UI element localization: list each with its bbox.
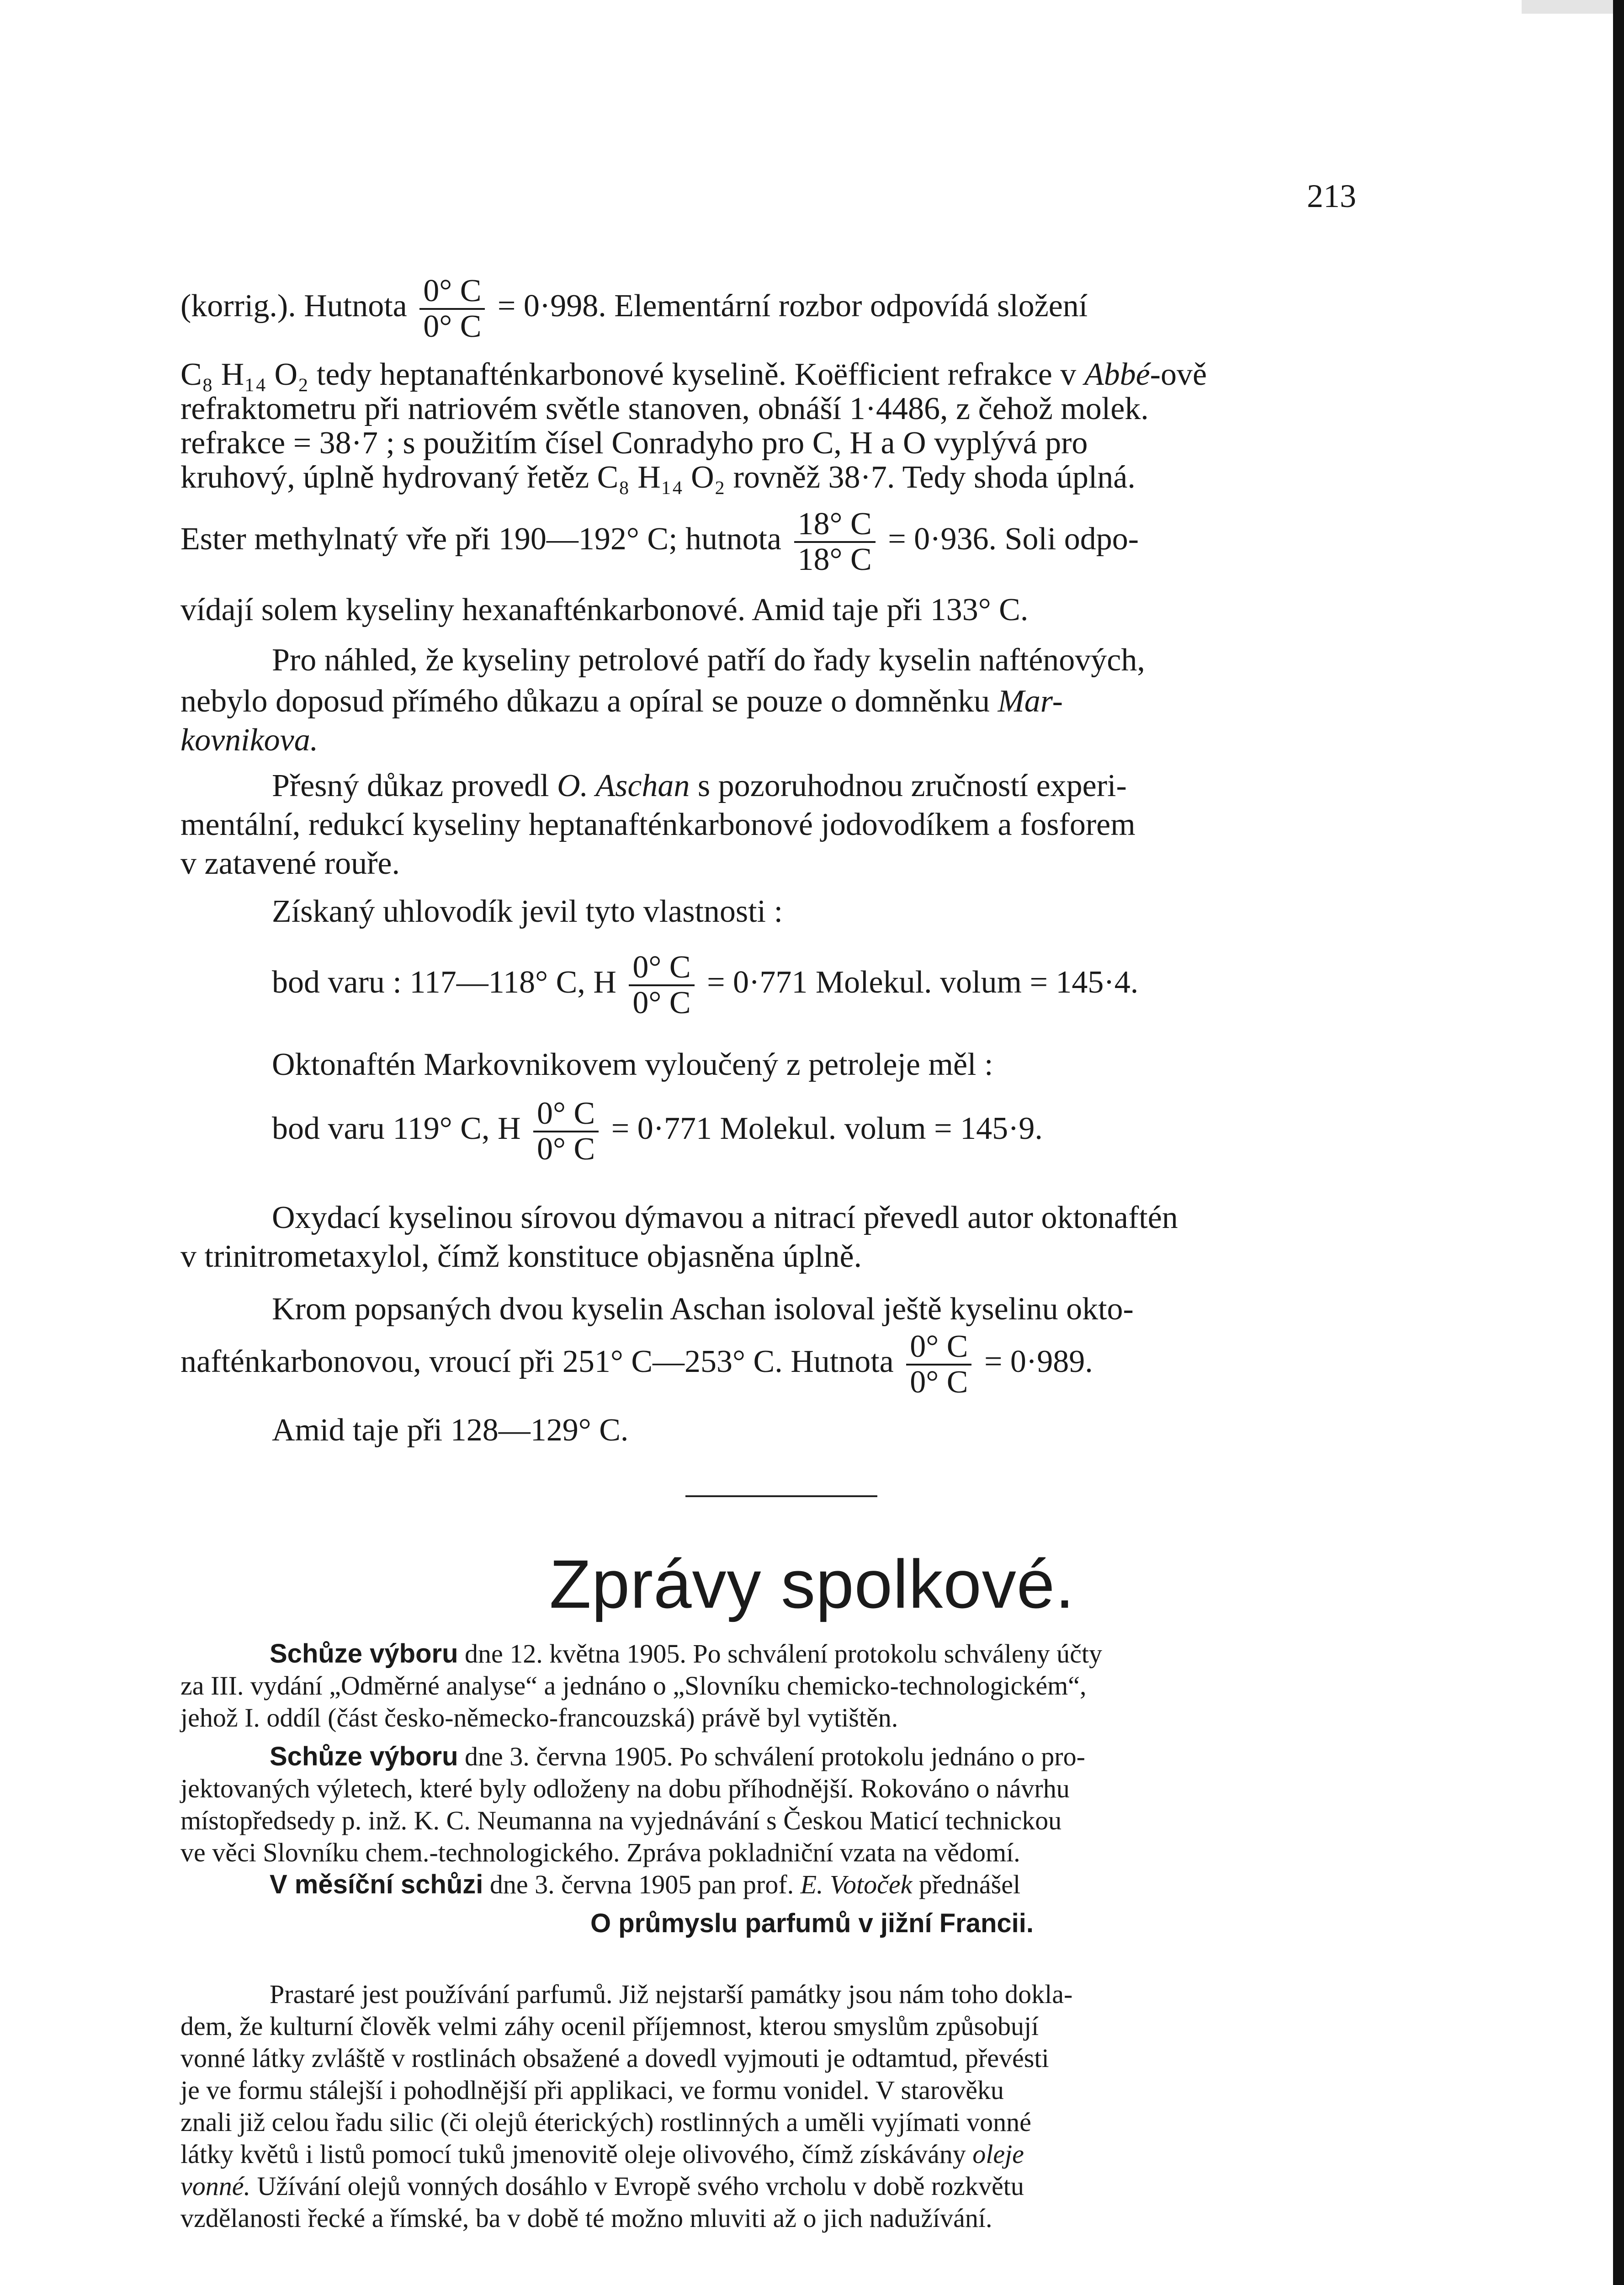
text-fragment: = 0·998. Elementární rozbor odpovídá složení (497, 288, 1088, 324)
page-number: 213 (1307, 178, 1356, 214)
text-fragment: = 0·771 Molekul. volum = 145·4. (707, 965, 1139, 1000)
text-line-3: refraktometru při natriovém světle stanoven, obnáší 1·4486, z čehož molek. (180, 391, 1149, 426)
fraction-0c (906, 1330, 971, 1399)
fraction-0c (419, 274, 485, 344)
text-fragment: = 0·989. (984, 1344, 1093, 1380)
fraction-18c (794, 507, 876, 577)
text-fragment: = 0·771 Molekul. volum = 145·9. (611, 1111, 1043, 1147)
text-fragment: bod varu 119° C, H (272, 1111, 521, 1147)
text-fragment: = 0·936. Soli odpo- (888, 521, 1139, 557)
text-line-12: mentální, redukcí kyseliny heptanafténkarbonové jodovodíkem a fosforem (180, 807, 1136, 842)
news-heading: Schůze výboru (270, 1639, 458, 1669)
lecture-line: dem, že kulturní člověk velmi záhy ocenil příjemnost, kterou smyslům způsobují (180, 2011, 1039, 2041)
news-line (270, 1869, 1020, 1900)
italic-name: Abbé (1084, 357, 1150, 392)
news-line: jektovaných výletech, které byly odloženy na dobu příhodnější. Rokováno o návrhu (180, 1774, 1070, 1803)
text-fragment: Přesný důkaz provedl (272, 768, 557, 803)
text-fragment: C₈ H₁₄ O₂ tedy heptanafténkarbonové kyselině. Koëfficient refrakce v (180, 357, 1084, 392)
lecture-title: O průmyslu parfumů v jižní Francii. (590, 1908, 1034, 1938)
fraction-0c (533, 1097, 599, 1166)
text-fragment: s pozoruhodnou zručností experi- (690, 768, 1127, 803)
text-line-2 (180, 356, 1207, 393)
lecture-line: Prastaré jest používání parfumů. Již nejstarší památky jsou nám toho dokla- (270, 1979, 1073, 2009)
section-divider (685, 1495, 877, 1497)
text-fragment: (korrig.). Hutnota (180, 288, 407, 324)
text-fragment: bod varu : 117—118° C, H (272, 965, 616, 1000)
text-fragment: dne 12. května 1905. Po schválení protokolu schváleny účty (458, 1639, 1102, 1669)
news-line: místopředsedy p. inž. K. C. Neumanna na vyjednávání s Českou Maticí technickou (180, 1806, 1062, 1835)
news-line: ve věci Slovníku chem.-technologického. Zpráva pokladniční vzata na vědomí. (180, 1838, 1020, 1867)
text-line-15 (272, 951, 1138, 1020)
news-heading: V měsíční schůzi (270, 1870, 483, 1899)
fraction-denominator: 18° C (797, 542, 872, 577)
text-line-22: Amid taje při 128—129° C. (272, 1413, 629, 1448)
text-line-5: kruhový, úplně hydrovaný řetěz C₈ H₁₄ O₂ rovněž 38·7. Tedy shoda úplná. (180, 460, 1136, 495)
text-fragment: látky květů i listů pomocí tuků jmenovitě oleje olivového, čímž získávány (180, 2139, 966, 2169)
text-line-6 (180, 507, 1139, 577)
fraction-denominator: 0° C (537, 1132, 595, 1167)
text-fragment: dne 3. června 1905 pan prof. (483, 1870, 801, 1899)
fraction-0c (629, 951, 694, 1020)
lecture-line (180, 2139, 1024, 2169)
italic-name: E. Votoček (800, 1870, 913, 1899)
text-line-21 (180, 1330, 1093, 1399)
lecture-line: vonné látky zvláště v rostlinách obsažené a dovedl vyjmouti je odtamtud, převésti (180, 2043, 1049, 2073)
news-heading: Schůze výboru (270, 1742, 458, 1771)
text-line-10: kovnikova. (180, 723, 318, 758)
text-line-19: v trinitrometaxylol, čímž konstituce objasněna úplně. (180, 1239, 862, 1274)
fraction-numerator: 0° C (419, 274, 485, 310)
text-line-11 (272, 768, 1127, 804)
italic-name: Mar- (998, 684, 1063, 719)
text-line-9 (180, 683, 1063, 720)
text-line-4: refrakce = 38·7 ; s použitím čísel Conradyho pro C, H a O vyplývá pro (180, 425, 1088, 461)
news-line: jehož I. oddíl (část česko-německo-francouzská) právě byl vytištěn. (180, 1703, 898, 1732)
fraction-denominator: 0° C (423, 309, 482, 344)
italic-term: oleje (972, 2139, 1024, 2169)
text-line-7: vídají solem kyseliny hexanafténkarbonové. Amid taje při 133° C. (180, 592, 1029, 627)
text-fragment: -ově (1150, 357, 1207, 392)
text-fragment: Ester methylnatý vře při 190—192° C; hutnota (180, 521, 781, 557)
italic-term: vonné. (180, 2171, 250, 2201)
text-fragment: Užívání olejů vonných dosáhlo v Evropě svého vrcholu v době rozkvětu (250, 2171, 1024, 2201)
fraction-numerator: 0° C (629, 951, 694, 986)
text-line-1 (180, 274, 1088, 344)
news-line (270, 1638, 1102, 1669)
news-line (270, 1741, 1085, 1772)
text-fragment: přednášel (912, 1870, 1021, 1899)
text-fragment: dne 3. června 1905. Po schválení protokolu jednáno o pro- (458, 1742, 1085, 1771)
italic-name: O. Aschan (557, 768, 690, 803)
text-line-8: Pro náhled, že kyseliny petrolové patří do řady kyselin nafténových, (272, 643, 1145, 678)
text-line-14: Získaný uhlovodík jevil tyto vlastnosti : (272, 894, 783, 929)
fraction-numerator: 18° C (794, 507, 876, 543)
scan-artifact (1522, 0, 1613, 14)
lecture-line (180, 2171, 1024, 2201)
text-line-18: Oxydací kyselinou sírovou dýmavou a nitrací převedl autor oktonaftén (272, 1200, 1178, 1235)
text-line-17 (272, 1097, 1043, 1166)
lecture-line: znali již celou řadu silic (či olejů éterických) rostlinných a uměli vyjímati vonné (180, 2107, 1031, 2137)
lecture-line: vzdělanosti řecké a římské, ba v době té možno mluviti až o jich nadužívání. (180, 2203, 992, 2233)
text-line-13: v zatavené rouře. (180, 846, 400, 881)
text-line-16: Oktonaftén Markovnikovem vyloučený z petroleje měl : (272, 1047, 993, 1082)
lecture-line: je ve formu stálejší i pohodlnější při applikaci, ve formu vonidel. V starověku (180, 2075, 1004, 2105)
text-fragment: nebylo doposud přímého důkazu a opíral se pouze o domněnku (180, 684, 998, 719)
fraction-numerator: 0° C (906, 1330, 971, 1366)
text-fragment: nafténkarbonovou, vroucí při 251° C—253° C. Hutnota (180, 1344, 894, 1380)
fraction-denominator: 0° C (632, 985, 691, 1020)
text-line-20: Krom popsaných dvou kyselin Aschan isoloval ještě kyselinu okto- (272, 1291, 1134, 1327)
section-title: Zprávy spolkové. (549, 1546, 1075, 1622)
fraction-numerator: 0° C (533, 1097, 599, 1132)
news-line: za III. vydání „Odměrné analyse“ a jednáno o „Slovníku chemicko-technologickém“, (180, 1671, 1087, 1700)
fraction-denominator: 0° C (910, 1365, 968, 1400)
